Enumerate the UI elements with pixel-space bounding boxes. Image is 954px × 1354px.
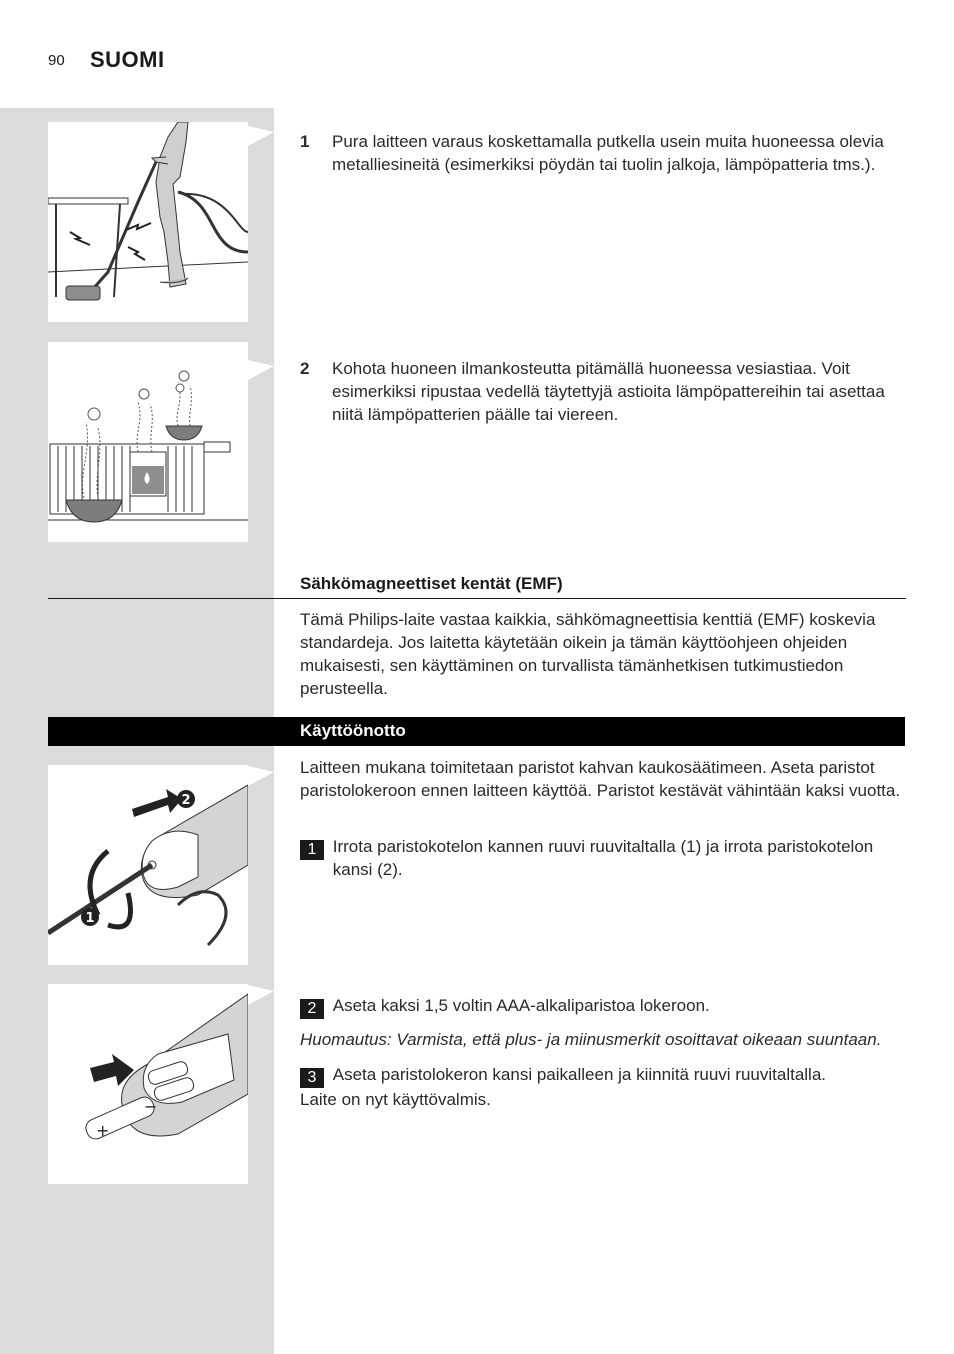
step-text: Irrota paristokotelon kannen ruuvi ruuvitaltalla (1) ja irrota paristokotelon kansi (2). bbox=[332, 837, 874, 879]
emf-heading: Sähkömagneettiset kentät (EMF) bbox=[300, 574, 563, 593]
step-number: 2 bbox=[300, 359, 310, 378]
kayttoonotto-heading: Käyttöönotto bbox=[300, 721, 406, 740]
step-number: 1 bbox=[300, 132, 310, 151]
step-2 bbox=[0, 357, 954, 427]
illustration-pointer bbox=[248, 766, 274, 786]
section-rule bbox=[48, 598, 906, 599]
minus-sign: − bbox=[144, 1097, 158, 1116]
step-continuation: Laite on nyt käyttövalmis. bbox=[300, 1090, 491, 1109]
step-1 bbox=[0, 130, 954, 200]
step-text: Aseta paristolokeron kansi paikalleen ja kiinnitä ruuvi ruuvitaltalla. bbox=[332, 1065, 826, 1084]
step-text: Kohota huoneen ilmankosteutta pitämällä huoneessa vesiastiaa. Voit esimerkiksi ripustaa vedellä täytettyjä astioita lämpöpattereihin tai asettaa niitä lämpöpatterien päälle tai viereen. bbox=[332, 359, 885, 424]
battery-step-2 bbox=[300, 994, 904, 1019]
step-badge: 3 bbox=[300, 1068, 324, 1088]
kayttoonotto-intro: Laitteen mukana toimitetaan paristot kahvan kaukosäätimeen. Aseta paristot paristolokeroon ennen laitteen käyttöä. Paristot kestävät vähintään kaksi vuotta. bbox=[300, 758, 901, 800]
illustration-battery-cover bbox=[48, 765, 248, 965]
step-text: Aseta kaksi 1,5 voltin AAA-alkaliparistoa lokeroon. bbox=[332, 996, 710, 1015]
language-title: SUOMI bbox=[90, 47, 165, 72]
illustration-pointer bbox=[248, 985, 274, 1005]
battery-step-1 bbox=[300, 835, 904, 881]
illustration-battery-insert bbox=[48, 984, 248, 1184]
callout-1: 1 bbox=[85, 911, 95, 926]
battery-step-3 bbox=[300, 1063, 904, 1111]
step-badge: 1 bbox=[300, 840, 324, 860]
polarity-note: Huomautus: Varmista, että plus- ja miinusmerkit osoittavat oikeaan suuntaan. bbox=[300, 1030, 882, 1049]
page-number: 90 bbox=[48, 52, 65, 69]
step-text: Pura laitteen varaus koskettamalla putkella usein muita huoneessa olevia metalliesineitä (esimerkiksi pöydän tai tuolin jalkoja, lämpöpatteria tms.). bbox=[332, 132, 884, 174]
step-badge: 2 bbox=[300, 999, 324, 1019]
section-bar bbox=[48, 717, 905, 746]
emf-body: Tämä Philips-laite vastaa kaikkia, sähkömagneettisia kenttiä (EMF) koskevia standardeja. Jos laitetta käytetään oikein ja tämän käyttöohjeen ohjeiden mukaisesti, sen käyttäminen on turvallista tämänhetkisen tutkimustiedon perusteella. bbox=[300, 610, 876, 698]
callout-2: 2 bbox=[181, 793, 191, 808]
plus-sign: + bbox=[96, 1121, 110, 1140]
